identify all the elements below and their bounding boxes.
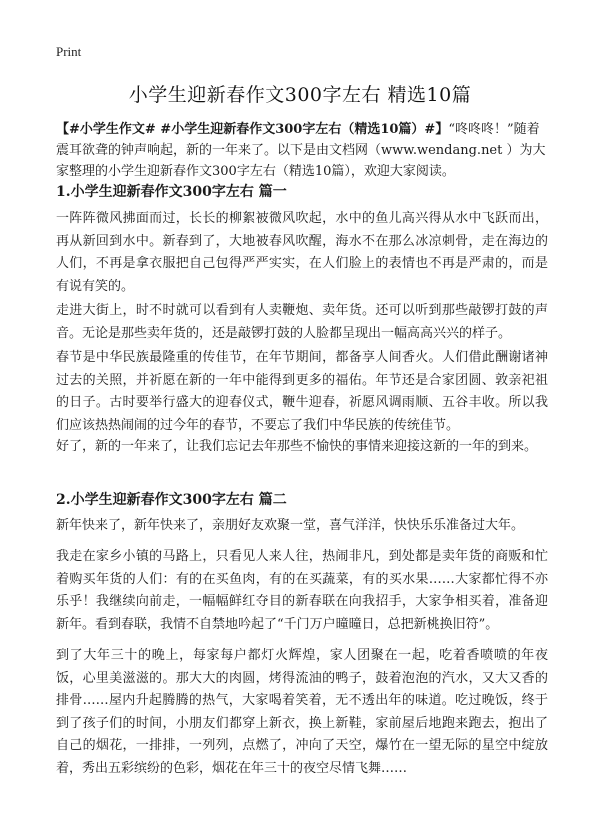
section-heading-2: 2.小学生迎新春作文300字左右 篇二 [56, 492, 287, 508]
section-1-paragraph-1: 一阵阵微风拂面而过，长长的柳絮被微风吹起，水中的鱼儿高兴得从水中飞跃而出，再从新回到水中。新春到了，大地被春风吹醒，海水不在那么冰凉刺骨，走在海边的人们，不再是拿衣服把自己包得严严实实，在人们脸上的表情也不再是严肃的，而是有说有笑的。 [56, 211, 548, 294]
page-title: 小学生迎新春作文300字左右 精选10篇 [128, 84, 472, 106]
section-1-paragraph-3: 春节是中华民族最隆重的传佳节，在年节期间，都备享人间香火。人们借此酬谢诸神过去的关照，并祈愿在新的一年中能得到更多的福佑。年节还是合家团圆、敦亲祀祖的日子。古时要举行盛大的迎春仪式，鞭牛迎春，祈愿风调雨顺、五谷丰收。所以我们应该热热闹闹的过今年的春节，不要忘了我们中华民族的传统佳节。 [56, 350, 548, 433]
section-1-paragraph-4: 好了，新的一年来了，让我们忘记去年那些不愉快的事情来迎接这新的一年的到来。 [56, 439, 538, 454]
section-2-paragraph-1: 新年快来了，新年快来了，亲朋好友欢聚一堂，喜气洋洋，快快乐乐准备过大年。 [56, 518, 525, 533]
intro-text: “咚咚咚！”随着震耳欲聋的钟声响起，新的一年来了。以下是由文档网（www.wendang.net ）为大家整理的小学生迎新春作文300字左右（精选10篇），欢迎大家阅读。 [56, 122, 546, 179]
section-2-paragraph-2: 我走在家乡小镇的马路上，只看见人来人往，热闹非凡，到处都是卖年货的商贩和忙着购买年货的人们：有的在买鱼肉，有的在买蔬菜，有的买水果……大家都忙得不亦乐乎！我继续向前走，一幅幅鲜红夺目的新春联在向我招手，大家争相买着，准备迎新年。看到春联，我情不自禁地吟起了“千门万户曈曈日，总把新桃换旧符”。 [56, 549, 548, 632]
section-1-paragraph-2: 走进大街上，时不时就可以看到有人卖鞭炮、卖年货。还可以听到那些敲锣打鼓的声音。无论是那些卖年货的，还是敲锣打鼓的人脸都呈现出一幅高高兴兴的样子。 [56, 303, 548, 341]
section-2-paragraph-3: 到了大年三十的晚上，每家每户都灯火辉煌，家人团聚在一起，吃着香喷喷的年夜饭，心里美滋滋的。那大大的肉圆，烤得流油的鸭子，鼓着泡泡的汽水，又大又香的排骨……屋内升起腾腾的热气，大家喝着笑着，无不透出年的味道。吃过晚饭，终于到了孩子们的时间，小朋友们都穿上新衣，换上新鞋，家前屋后地跑来跑去，抱出了自己的烟花，一排排，一列列，点燃了，冲向了天空，爆竹在一望无际的星空中绽放着，秀出五彩缤纷的色彩，烟花在年三十的夜空尽情飞舞…… [56, 648, 548, 776]
print-link[interactable]: Print [56, 44, 82, 59]
section-heading-1: 1.小学生迎新春作文300字左右 篇一 [56, 184, 287, 200]
intro-tag: 【#小学生作文# #小学生迎新春作文300字左右（精选10篇）#】 [56, 122, 449, 137]
intro-paragraph [56, 119, 546, 182]
